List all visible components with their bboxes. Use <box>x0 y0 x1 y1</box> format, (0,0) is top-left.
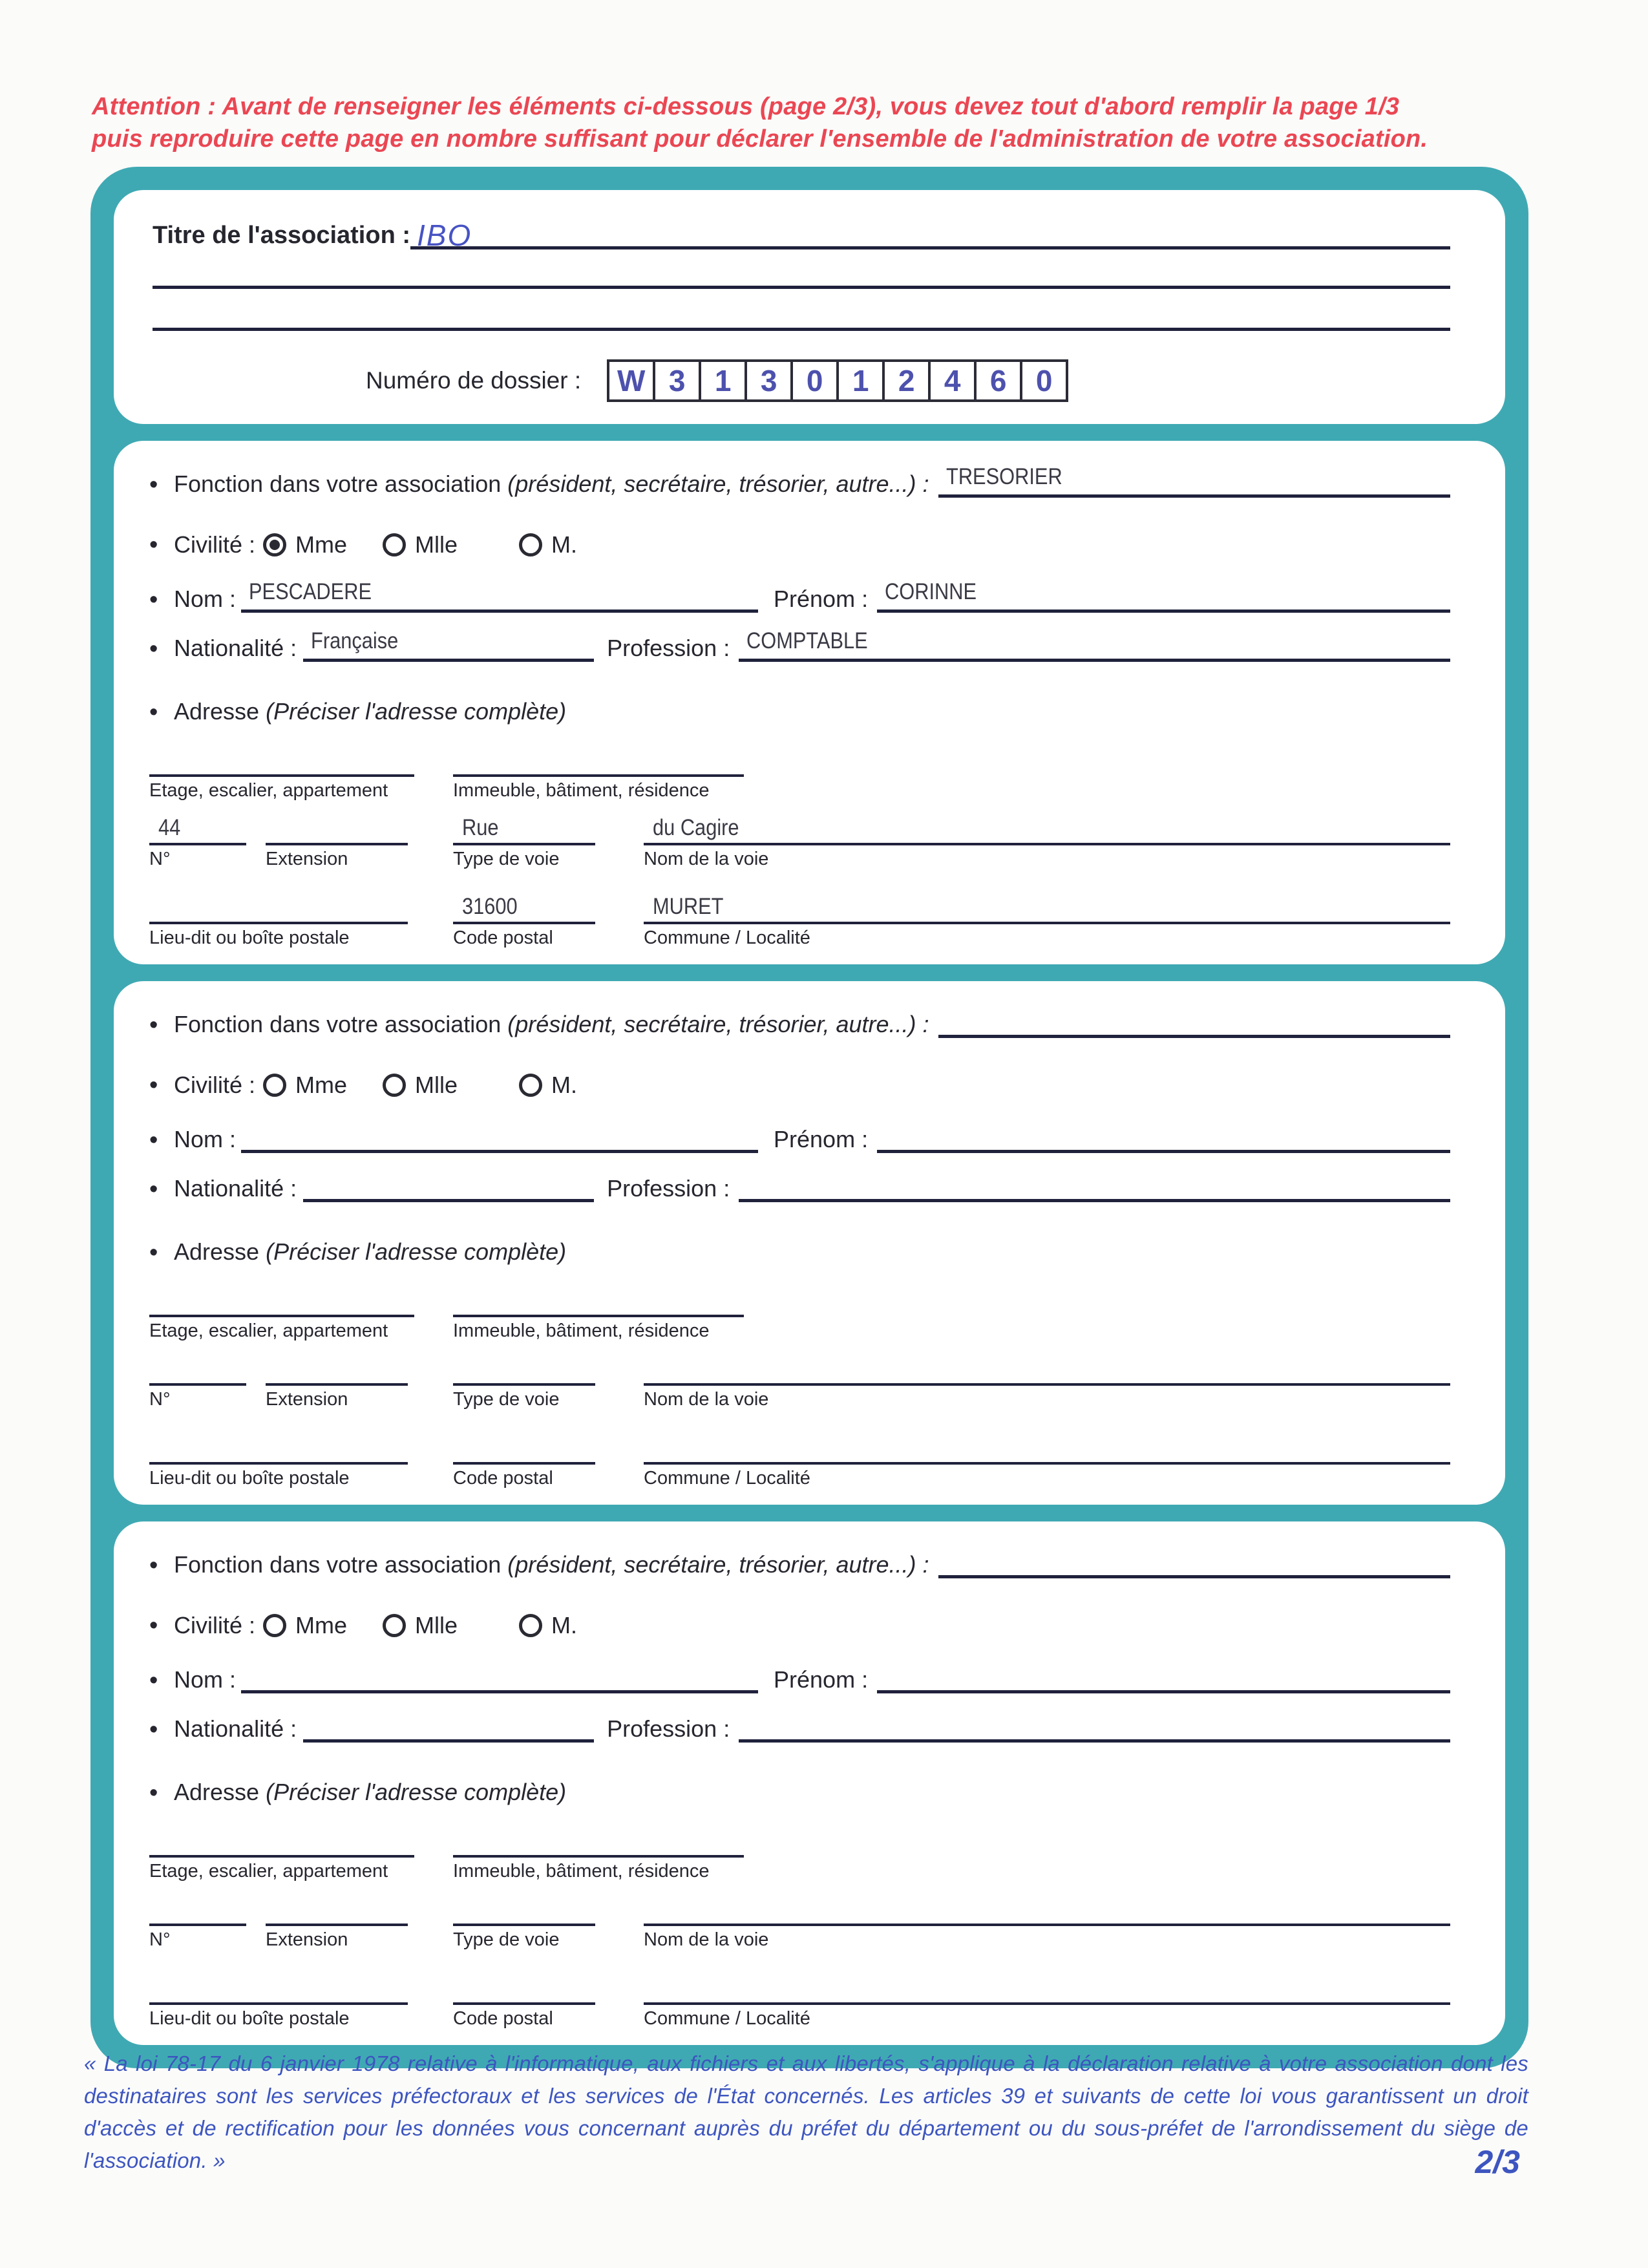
prenom-value: CORINNE <box>885 579 977 604</box>
lieu-dit-field[interactable] <box>149 1435 408 1489</box>
etage-label: Etage, escalier, appartement <box>149 1320 388 1341</box>
radio-m-label: M. <box>551 531 578 558</box>
bullet: • <box>149 1012 158 1039</box>
dossier-cell[interactable]: 0 <box>1020 359 1068 402</box>
fonction-hint: (président, secrétaire, trésorier, autre...) : <box>507 1011 929 1037</box>
fonction-field[interactable] <box>938 1008 1450 1038</box>
nationalite-field[interactable] <box>303 628 594 662</box>
radio-mlle-label: Mlle <box>415 1072 458 1098</box>
nationalite-label: Nationalité : <box>174 635 297 661</box>
bullet: • <box>149 1612 158 1639</box>
radio-mme[interactable] <box>263 1074 286 1097</box>
radio-mlle[interactable] <box>383 533 406 556</box>
page-number: 2/3 <box>1475 2144 1520 2180</box>
immeuble-field[interactable] <box>453 747 744 801</box>
extension-label: Extension <box>266 1929 348 1950</box>
lieu-dit-field[interactable] <box>149 895 408 949</box>
profession-label: Profession : <box>607 1715 730 1742</box>
commune-field[interactable] <box>644 1435 1450 1489</box>
lieu-dit-field[interactable] <box>149 1975 408 2030</box>
numero-label: N° <box>149 849 171 869</box>
bullet: • <box>149 531 158 558</box>
association-title-blank-line[interactable] <box>153 328 1450 331</box>
nom-voie-label: Nom de la voie <box>644 1929 769 1950</box>
nom-label: Nom : <box>174 586 237 612</box>
radio-m-label: M. <box>551 1072 578 1098</box>
commune-label: Commune / Localité <box>644 2008 810 2029</box>
civilite-label: Civilité : <box>174 1072 256 1098</box>
etage-label: Etage, escalier, appartement <box>149 780 388 801</box>
bullet: • <box>149 471 158 498</box>
profession-field[interactable] <box>739 628 1450 662</box>
radio-m[interactable] <box>519 533 542 556</box>
dossier-cell[interactable]: W <box>607 359 655 402</box>
warning-text <box>92 90 1565 155</box>
radio-mlle-label: Mlle <box>415 531 458 558</box>
bullet: • <box>149 1127 158 1154</box>
adresse-hint: (Préciser l'adresse complète) <box>266 698 567 725</box>
type-voie-field[interactable] <box>453 1356 595 1410</box>
radio-m-label: M. <box>551 1612 578 1638</box>
prenom-label: Prénom : <box>774 586 869 612</box>
immeuble-field[interactable] <box>453 1288 744 1342</box>
prenom-label: Prénom : <box>774 1126 869 1152</box>
type-voie-label: Type de voie <box>453 849 560 869</box>
bullet: • <box>149 1072 158 1099</box>
fonction-label: Fonction dans votre association <box>174 1011 502 1037</box>
lieu-dit-label: Lieu-dit ou boîte postale <box>149 927 350 948</box>
radio-mme-label: Mme <box>295 1072 348 1098</box>
profession-label: Profession : <box>607 635 730 661</box>
etage-field[interactable] <box>149 747 414 801</box>
nationalite-field[interactable] <box>303 1713 594 1743</box>
radio-mlle-label: Mlle <box>415 1612 458 1638</box>
bullet: • <box>149 1716 158 1743</box>
member-section-3 <box>114 1521 1505 2045</box>
association-title-value: IBO <box>417 218 472 252</box>
warning-line-2: puis reproduire cette page en nombre suffisant pour déclarer l'ensemble de l'administration de votre association. <box>92 125 1428 153</box>
radio-m[interactable] <box>519 1074 542 1097</box>
bullet: • <box>149 586 158 613</box>
extension-field[interactable] <box>266 1356 408 1410</box>
commune-label: Commune / Localité <box>644 927 810 948</box>
legal-text: « La loi 78-17 du 6 janvier 1978 relative à l'informatique, aux fichiers et aux libertés, s'applique à la déclaration relative à votre association dont les destinataires sont les services préfectoraux et les services de l'État concernés. Les articles 39 et suivants de cette loi vous garantissent un droit d'accès et de rectification pour les données vous concernant auprès du préfet du département ou du sous-préfet de l'arrondissement du siège de l'association. » <box>84 2051 1528 2172</box>
prenom-label: Prénom : <box>774 1666 869 1693</box>
dossier-number[interactable] <box>607 359 1068 402</box>
radio-m[interactable] <box>519 1614 542 1637</box>
dossier-cell[interactable]: 4 <box>928 359 977 402</box>
etage-field[interactable] <box>149 1828 414 1882</box>
profession-field[interactable] <box>739 1713 1450 1743</box>
nom-value: PESCADERE <box>249 579 372 604</box>
warning-line-1: Attention : Avant de renseigner les éléments ci-dessous (page 2/3), vous devez tout d'abord remplir la page 1/3 <box>92 93 1400 120</box>
civilite-label: Civilité : <box>174 531 256 558</box>
nationalite-label: Nationalité : <box>174 1715 297 1742</box>
numero-field[interactable]: 44 N° <box>149 816 246 870</box>
immeuble-label: Immeuble, bâtiment, résidence <box>453 780 710 801</box>
bullet: • <box>149 635 158 662</box>
profession-label: Profession : <box>607 1175 730 1202</box>
code-postal-field[interactable] <box>453 1975 595 2030</box>
radio-mme-label: Mme <box>295 531 348 558</box>
profession-field[interactable] <box>739 1172 1450 1202</box>
type-voie-field[interactable] <box>453 1896 595 1951</box>
radio-mlle[interactable] <box>383 1074 406 1097</box>
association-title-field[interactable] <box>410 218 1450 252</box>
commune-field[interactable]: MURET Commune / Localité <box>644 895 1450 949</box>
dossier-cell[interactable]: 2 <box>882 359 931 402</box>
immeuble-label: Immeuble, bâtiment, résidence <box>453 1320 710 1341</box>
commune-field[interactable] <box>644 1975 1450 2030</box>
dossier-cell[interactable]: 3 <box>653 359 701 402</box>
code-postal-field[interactable]: 31600 Code postal <box>453 895 595 949</box>
etage-field[interactable] <box>149 1288 414 1342</box>
type-voie-label: Type de voie <box>453 1929 560 1950</box>
nationalite-field[interactable] <box>303 1172 594 1202</box>
adresse-label: Adresse <box>174 1238 260 1265</box>
prenom-field[interactable] <box>877 1664 1450 1693</box>
extension-label: Extension <box>266 849 348 869</box>
code-postal-label: Code postal <box>453 2008 553 2029</box>
dossier-cell[interactable]: 6 <box>974 359 1022 402</box>
fonction-label: Fonction dans votre association <box>174 471 502 497</box>
numero-field[interactable] <box>149 1896 246 1951</box>
bullet: • <box>149 1552 158 1579</box>
immeuble-field[interactable] <box>453 1828 744 1882</box>
bullet: • <box>149 699 158 726</box>
dossier-cell[interactable]: 1 <box>836 359 885 402</box>
adresse-hint: (Préciser l'adresse complète) <box>266 1238 567 1265</box>
association-title-label: Titre de l'association : <box>153 222 410 249</box>
fonction-label: Fonction dans votre association <box>174 1551 502 1578</box>
numero-field[interactable] <box>149 1356 246 1410</box>
nom-voie-field[interactable]: du Cagire Nom de la voie <box>644 816 1450 870</box>
extension-field[interactable] <box>266 1896 408 1951</box>
association-title-blank-line[interactable] <box>153 286 1450 289</box>
dossier-label: Numéro de dossier : <box>366 367 582 394</box>
nom-label: Nom : <box>174 1126 237 1152</box>
fonction-hint: (président, secrétaire, trésorier, autre...) : <box>507 471 929 497</box>
numero-label: N° <box>149 1389 171 1410</box>
member-section-1 <box>114 441 1505 964</box>
bullet: • <box>149 1667 158 1694</box>
fonction-field[interactable] <box>938 1549 1450 1578</box>
adresse-label: Adresse <box>174 1779 260 1805</box>
bullet: • <box>149 1176 158 1203</box>
nom-field[interactable] <box>241 1123 758 1153</box>
nom-voie-field[interactable] <box>644 1896 1450 1951</box>
numero-label: N° <box>149 1929 171 1950</box>
nom-voie-label: Nom de la voie <box>644 849 769 869</box>
nationalite-label: Nationalité : <box>174 1175 297 1202</box>
profession-value: COMPTABLE <box>746 628 868 653</box>
code-postal-field[interactable] <box>453 1435 595 1489</box>
lieu-dit-label: Lieu-dit ou boîte postale <box>149 2008 350 2029</box>
adresse-hint: (Préciser l'adresse complète) <box>266 1779 567 1805</box>
nom-label: Nom : <box>174 1666 237 1693</box>
lieu-dit-label: Lieu-dit ou boîte postale <box>149 1468 350 1489</box>
member-section-2 <box>114 981 1505 1505</box>
immeuble-label: Immeuble, bâtiment, résidence <box>453 1861 710 1881</box>
prenom-field[interactable] <box>877 579 1450 613</box>
radio-mlle[interactable] <box>383 1614 406 1637</box>
etage-label: Etage, escalier, appartement <box>149 1861 388 1881</box>
extension-label: Extension <box>266 1389 348 1410</box>
civilite-label: Civilité : <box>174 1612 256 1638</box>
dossier-cell[interactable]: 1 <box>699 359 747 402</box>
prenom-field[interactable] <box>877 1123 1450 1153</box>
nationalite-value: Française <box>311 628 399 653</box>
fonction-hint: (président, secrétaire, trésorier, autre...) : <box>507 1551 929 1578</box>
association-form <box>90 167 1528 2068</box>
adresse-label: Adresse <box>174 698 260 725</box>
fonction-value: TRESORIER <box>945 464 1062 489</box>
nom-voie-field[interactable] <box>644 1356 1450 1410</box>
dossier-cell[interactable]: 3 <box>745 359 793 402</box>
commune-label: Commune / Localité <box>644 1468 810 1489</box>
title-section <box>114 190 1505 424</box>
dossier-cell[interactable]: 0 <box>790 359 839 402</box>
nom-field[interactable] <box>241 1664 758 1693</box>
bullet: • <box>149 1239 158 1266</box>
type-voie-field[interactable]: Rue Type de voie <box>453 816 595 870</box>
type-voie-label: Type de voie <box>453 1389 560 1410</box>
code-postal-label: Code postal <box>453 927 553 948</box>
nom-voie-label: Nom de la voie <box>644 1389 769 1410</box>
fonction-field[interactable] <box>938 464 1450 498</box>
radio-mme[interactable] <box>263 1614 286 1637</box>
extension-field[interactable] <box>266 816 408 870</box>
bullet: • <box>149 1779 158 1807</box>
code-postal-label: Code postal <box>453 1468 553 1489</box>
radio-mme-label: Mme <box>295 1612 348 1638</box>
nom-field[interactable] <box>241 579 758 613</box>
radio-mme[interactable] <box>263 533 286 556</box>
